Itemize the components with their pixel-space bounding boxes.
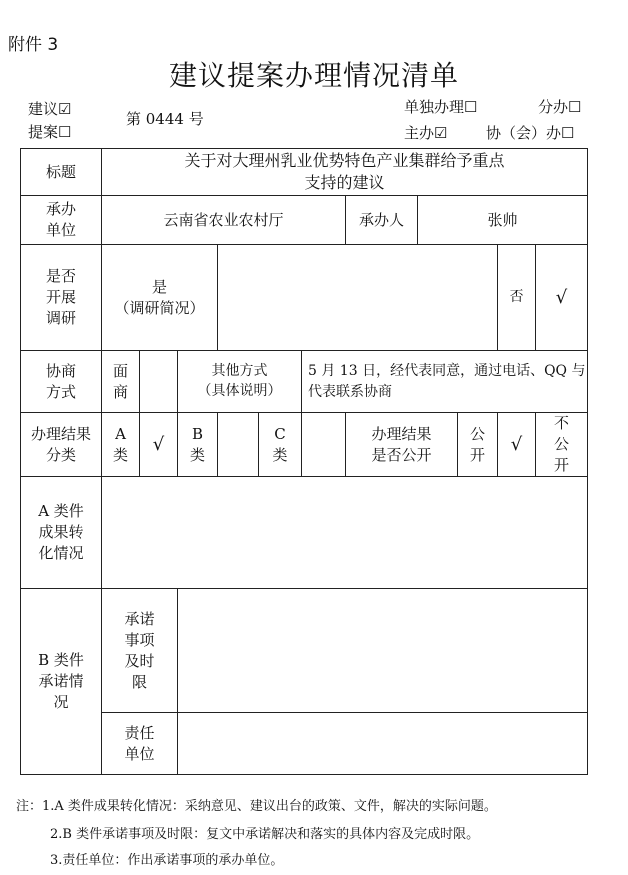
resp-value[interactable]: [178, 713, 588, 775]
person-value: 张帅: [418, 196, 588, 245]
unit-row: [21, 196, 588, 245]
attachment-label: 附件 3: [8, 35, 59, 55]
handle-alone-checkbox[interactable]: 单独办理☐: [404, 98, 478, 116]
research-yes-label: 是: [151, 277, 167, 296]
unit-value: 云南省农业农村厅: [102, 196, 346, 245]
commit-value[interactable]: [178, 589, 588, 713]
document-number: 第 0444 号: [126, 110, 204, 128]
class-c-check[interactable]: [302, 413, 346, 477]
result-label: 办理结果分类: [21, 413, 102, 477]
proposal-checkbox[interactable]: 提案☐: [28, 123, 72, 141]
a-class-value[interactable]: [102, 477, 588, 589]
class-b-check[interactable]: [218, 413, 259, 477]
consult-face-check[interactable]: [140, 351, 178, 413]
a-class-label: A 类件成果转化情况: [21, 477, 102, 589]
class-a-checkmark[interactable]: √: [140, 413, 178, 477]
resp-label: 责任单位: [102, 713, 178, 775]
consult-description: 5 月 13 日，经代表同意，通过电话、QQ 与代表联系协商: [302, 351, 588, 413]
co-handle-checkbox[interactable]: 协（会）办☐: [486, 124, 575, 142]
note-3: 3.责任单位：作出承诺事项的承办单位。: [50, 853, 284, 868]
research-no-label: 否: [498, 245, 536, 351]
public-yes-checkmark[interactable]: √: [498, 413, 536, 477]
public-yes-label: 公开: [458, 413, 498, 477]
class-c-label: C类: [259, 413, 302, 477]
person-label: 承办人: [346, 196, 418, 245]
consult-row: [21, 351, 588, 413]
research-brief-label: （调研简况）: [114, 298, 205, 317]
research-detail[interactable]: [218, 245, 498, 351]
consult-face-label: 面商: [102, 351, 140, 413]
consult-label: 协商方式: [21, 351, 102, 413]
class-b-label: B类: [178, 413, 218, 477]
title-line-1: 关于对大理州乳业优势特色产业集群给予重点: [184, 150, 505, 170]
public-no-label: 不公开: [536, 413, 588, 477]
title-value: [102, 149, 588, 196]
b-class-commit-row: [21, 589, 588, 713]
sub-handle-checkbox[interactable]: 分办☐: [538, 98, 582, 116]
title-line-2: 支持的建议: [304, 173, 385, 192]
suggestion-checkbox[interactable]: 建议☑: [28, 100, 72, 118]
title-label: 标题: [21, 149, 102, 196]
consult-other: [178, 351, 302, 413]
page-title: 建议提案办理情况清单: [168, 59, 459, 92]
research-no-checkmark[interactable]: √: [536, 245, 588, 351]
research-label: 是否开展调研: [21, 245, 102, 351]
note-1: 注：1.A 类件成果转化情况：采纳意见、建议出台的政策、文件，解决的实际问题。: [16, 799, 497, 814]
result-row: [21, 413, 588, 477]
a-class-row: [21, 477, 588, 589]
class-a-label: A类: [102, 413, 140, 477]
consult-other-label: 其他方式: [211, 362, 268, 379]
title-row: [21, 149, 588, 196]
consult-other-detail: （具体说明）: [197, 382, 282, 399]
b-class-resp-row: [21, 713, 588, 775]
handling-form-table: [20, 148, 588, 775]
commit-label: 承诺事项及时限: [102, 589, 178, 713]
public-label: 办理结果是否公开: [346, 413, 458, 477]
main-handle-checkbox[interactable]: 主办☑: [404, 124, 448, 142]
b-class-label: B 类件承诺情况: [21, 589, 102, 775]
research-yes: [102, 245, 218, 351]
unit-label: 承办单位: [21, 196, 102, 245]
note-2: 2.B 类件承诺事项及时限：复文中承诺解决和落实的具体内容及完成时限。: [50, 827, 480, 842]
research-row: [21, 245, 588, 351]
